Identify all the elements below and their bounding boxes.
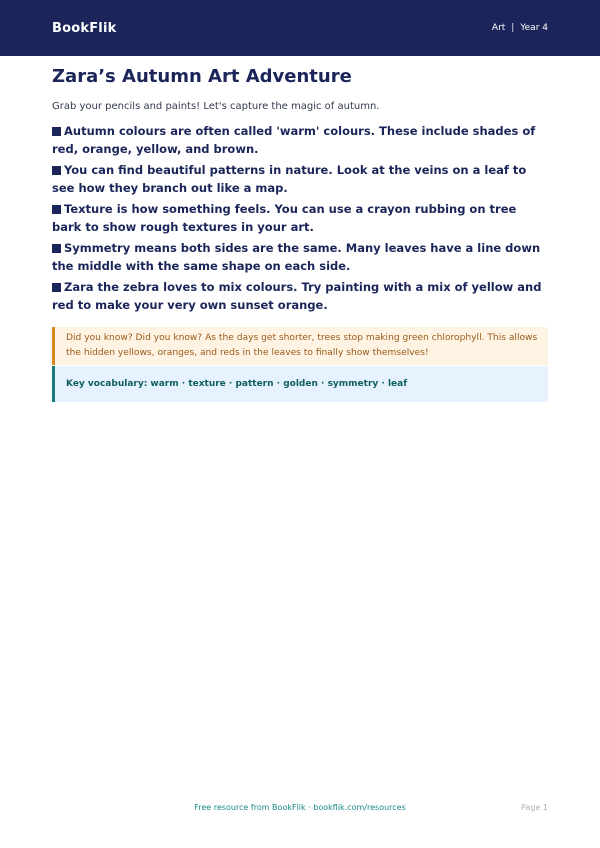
- page-title: Zara’s Autumn Art Adventure: [52, 66, 352, 87]
- top-bar: [0, 0, 600, 56]
- key-point-text: Symmetry means both sides are the same. Many leaves have a line down the middle with the same shape on each side.: [52, 241, 541, 273]
- key-point: [52, 200, 548, 236]
- key-points-list: [52, 122, 548, 314]
- vocabulary-text: Key vocabulary: warm · texture · pattern · golden · symmetry · leaf: [66, 379, 408, 389]
- worksheet-content: [52, 56, 548, 402]
- footer-resource-link[interactable]: Free resource from BookFlik · bookflik.com/resources: [194, 803, 406, 812]
- square-bullet-icon: [52, 127, 61, 136]
- subject-meta: [492, 23, 548, 33]
- did-you-know-callout: [52, 327, 548, 365]
- key-point-text: Texture is how something feels. You can use a crayon rubbing on tree bark to show rough textures in your art.: [52, 202, 517, 234]
- page-number: Page 1: [521, 803, 548, 812]
- subject-label: Art: [491, 23, 506, 33]
- square-bullet-icon: [52, 244, 61, 253]
- square-bullet-icon: [52, 166, 61, 175]
- key-point: [52, 239, 548, 275]
- intro-text: Grab your pencils and paints! Let's capture the magic of autumn.: [52, 101, 380, 112]
- key-point-text: You can find beautiful patterns in nature. Look at the veins on a leaf to see how they branch out like a map.: [52, 163, 527, 195]
- key-point: [52, 278, 548, 314]
- key-point-text: Autumn colours are often called 'warm' colours. These include shades of red, orange, yellow, and brown.: [52, 124, 536, 156]
- key-point: [52, 161, 548, 197]
- key-point: [52, 122, 548, 158]
- page-footer: [52, 801, 548, 815]
- callout-text: Did you know? Did you know? As the days get shorter, trees stop making green chlorophyll. This allows the hidden yellows, oranges, and reds in the leaves to finally show themselves!: [66, 333, 538, 358]
- brand-name[interactable]: BookFlik: [52, 20, 117, 36]
- key-point-text: Zara the zebra loves to mix colours. Try painting with a mix of yellow and red to make your very own sunset orange.: [52, 280, 542, 312]
- meta-separator: |: [511, 23, 515, 33]
- key-vocabulary-box: [52, 366, 548, 402]
- square-bullet-icon: [52, 283, 61, 292]
- year-label: Year 4: [520, 23, 548, 33]
- square-bullet-icon: [52, 205, 61, 214]
